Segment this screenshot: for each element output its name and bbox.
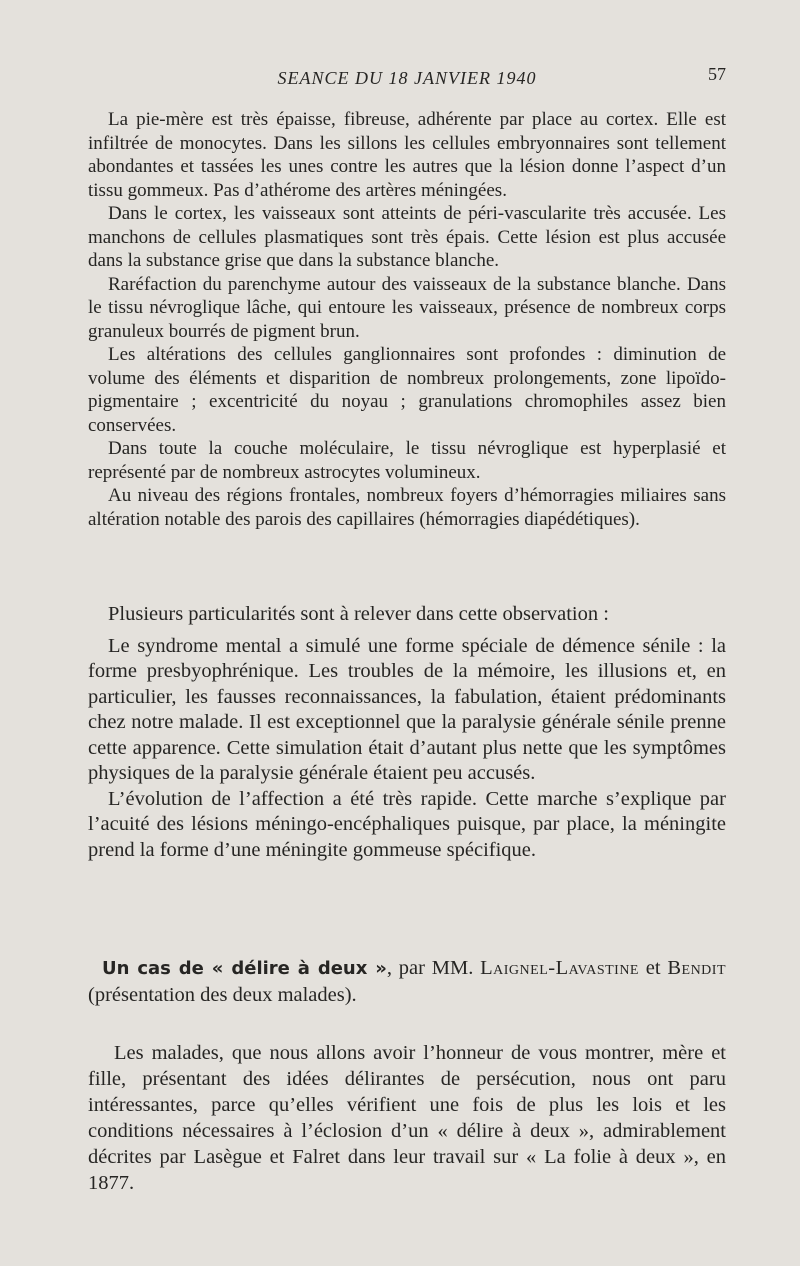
paragraph: Dans toute la couche moléculaire, le tissu névroglique est hyperplasié et représenté par de nombreux astrocytes volumineux.: [88, 438, 726, 483]
autopsy-findings: [88, 108, 726, 531]
page-number: 57: [708, 64, 726, 84]
running-title: SEANCE DU 18 JANVIER 1940: [277, 68, 537, 88]
paragraph: Au niveau des régions frontales, nombreux foyers d’hémorragies miliaires sans altération notable des parois des capillaires (hémorragies diapédétiques).: [88, 485, 726, 530]
observation-discussion: [88, 602, 726, 863]
paragraph: L’évolution de l’affection a été très rapide. Cette marche s’explique par l’acuité des lésions méningo-encéphaliques puisque, par place, la méningite prend la forme d’une méningite gommeuse spécifique.: [88, 787, 726, 861]
paragraph: Dans le cortex, les vaisseaux sont atteints de péri-vascularite très accusée. Les manchons de cellules plasmatiques sont très épais. Cette lésion est plus accusée dans la substance grise que dans la substance blanche.: [88, 203, 726, 271]
paragraph: Les malades, que nous allons avoir l’honneur de vous montrer, mère et fille, présentant des idées délirantes de persécution, nous ont paru intéressantes, parce qu’elles vérifient une fois de plus les lois et les conditions nécessaires à l’éclosion d’un « délire à deux », admirablement décrites par Lasègue et Falret dans leur travail sur « La folie à deux », en 1877.: [88, 1042, 726, 1194]
author-name: Laignel-Lavastine: [480, 957, 639, 979]
paragraph: Raréfaction du parenchyme autour des vaisseaux de la substance blanche. Dans le tissu névroglique lâche, qui entoure les vaisseaux, présence de nombreux corps granuleux bourrés de pigment brun.: [88, 273, 726, 342]
observation-lead: Plusieurs particularités sont à relever dans cette observation :: [108, 603, 609, 625]
section-note: (présentation des deux malades).: [88, 984, 357, 1006]
conjunction: et: [638, 957, 668, 979]
author-name: Bendit: [667, 957, 727, 979]
paragraph: Les altérations des cellules ganglionnaires sont profondes : diminution de volume des éléments et disparition de nombreux prolongements, zone lipoïdo-pigmentaire ; excentricité du noyau ; granulations chromophiles assez bien conservées.: [88, 344, 726, 436]
section-body: [88, 1040, 726, 1196]
section-heading: [88, 955, 726, 1009]
paragraph: La pie-mère est très épaisse, fibreuse, adhérente par place au cortex. Elle est infiltrée de monocytes. Dans les sillons les cellules embryonnaires sont tellement abondantes et tassées les unes contre les autres que la lésion donne l’aspect d’un tissu gommeux. Pas d’athérome des artères méningées.: [88, 109, 726, 201]
running-header: [88, 64, 726, 94]
paragraph: Le syndrome mental a simulé une forme spéciale de démence sénile : la forme presbyophrénique. Les troubles de la mémoire, les illusions et, en particulier, les fausses reconnaissances, la fabulation, étaient prédominants chez notre malade. Il est exceptionnel que la paralysie générale sénile prenne cette apparence. Cette simulation était d’autant plus nette que les symptômes physiques de la paralysie générale étaient peu accusés.: [88, 634, 726, 784]
section-byline: , par MM.: [386, 957, 481, 979]
section-title: Un cas de « délire à deux »: [102, 958, 387, 979]
